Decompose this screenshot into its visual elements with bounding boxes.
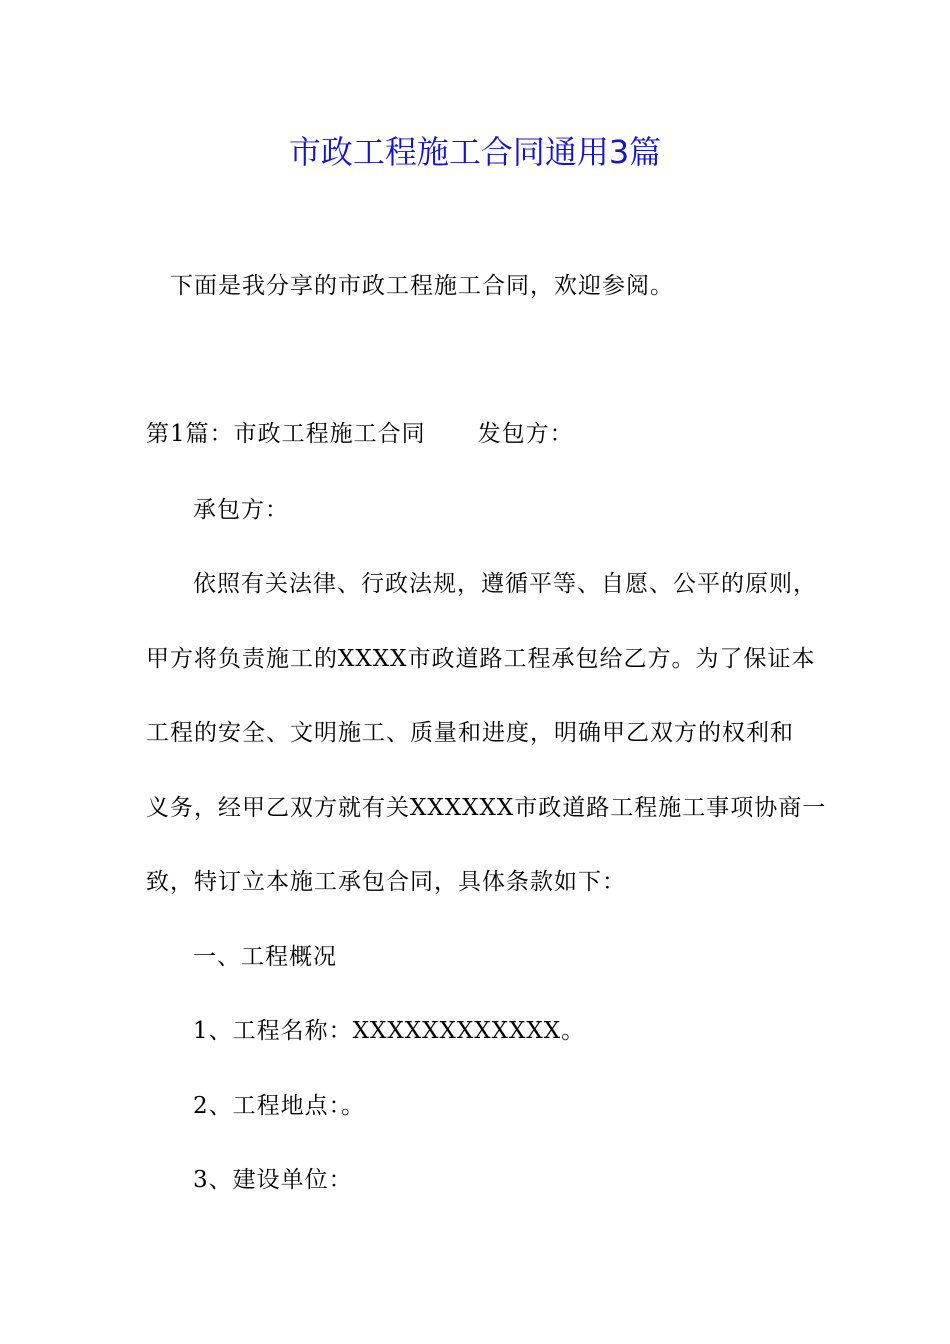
document-title: 市政工程施工合同通用3篇 [288,133,662,171]
party-b-label: 承包方： [193,497,289,523]
section-heading-line [146,418,574,450]
section-heading: 第1篇：市政工程施工合同 [146,421,426,447]
body-line-5: 致，特订立本施工承包合同，具体条款如下： [146,869,626,895]
body-line-2: 甲方将负责施工的XXXX市政道路工程承包给乙方。为了保证本 [146,646,816,672]
clause-item-1: 1、工程名称：XXXXXXXXXXXX。 [193,1018,586,1044]
clause-item-2: 2、工程地点：。 [193,1093,366,1119]
clause-heading: 一、工程概况 [193,944,337,970]
body-line-3: 工程的安全、文明施工、质量和进度，明确甲乙双方的权利和 [146,720,794,746]
intro-paragraph: 下面是我分享的市政工程施工合同，欢迎参阅。 [170,273,674,299]
body-line-4: 义务，经甲乙双方就有关XXXXXX市政道路工程施工事项协商一 [146,795,827,821]
body-line-1: 依照有关法律、行政法规，遵循平等、自愿、公平的原则， [193,571,817,597]
party-a-label: 发包方： [477,421,574,447]
clause-item-3: 3、建设单位： [193,1167,353,1193]
